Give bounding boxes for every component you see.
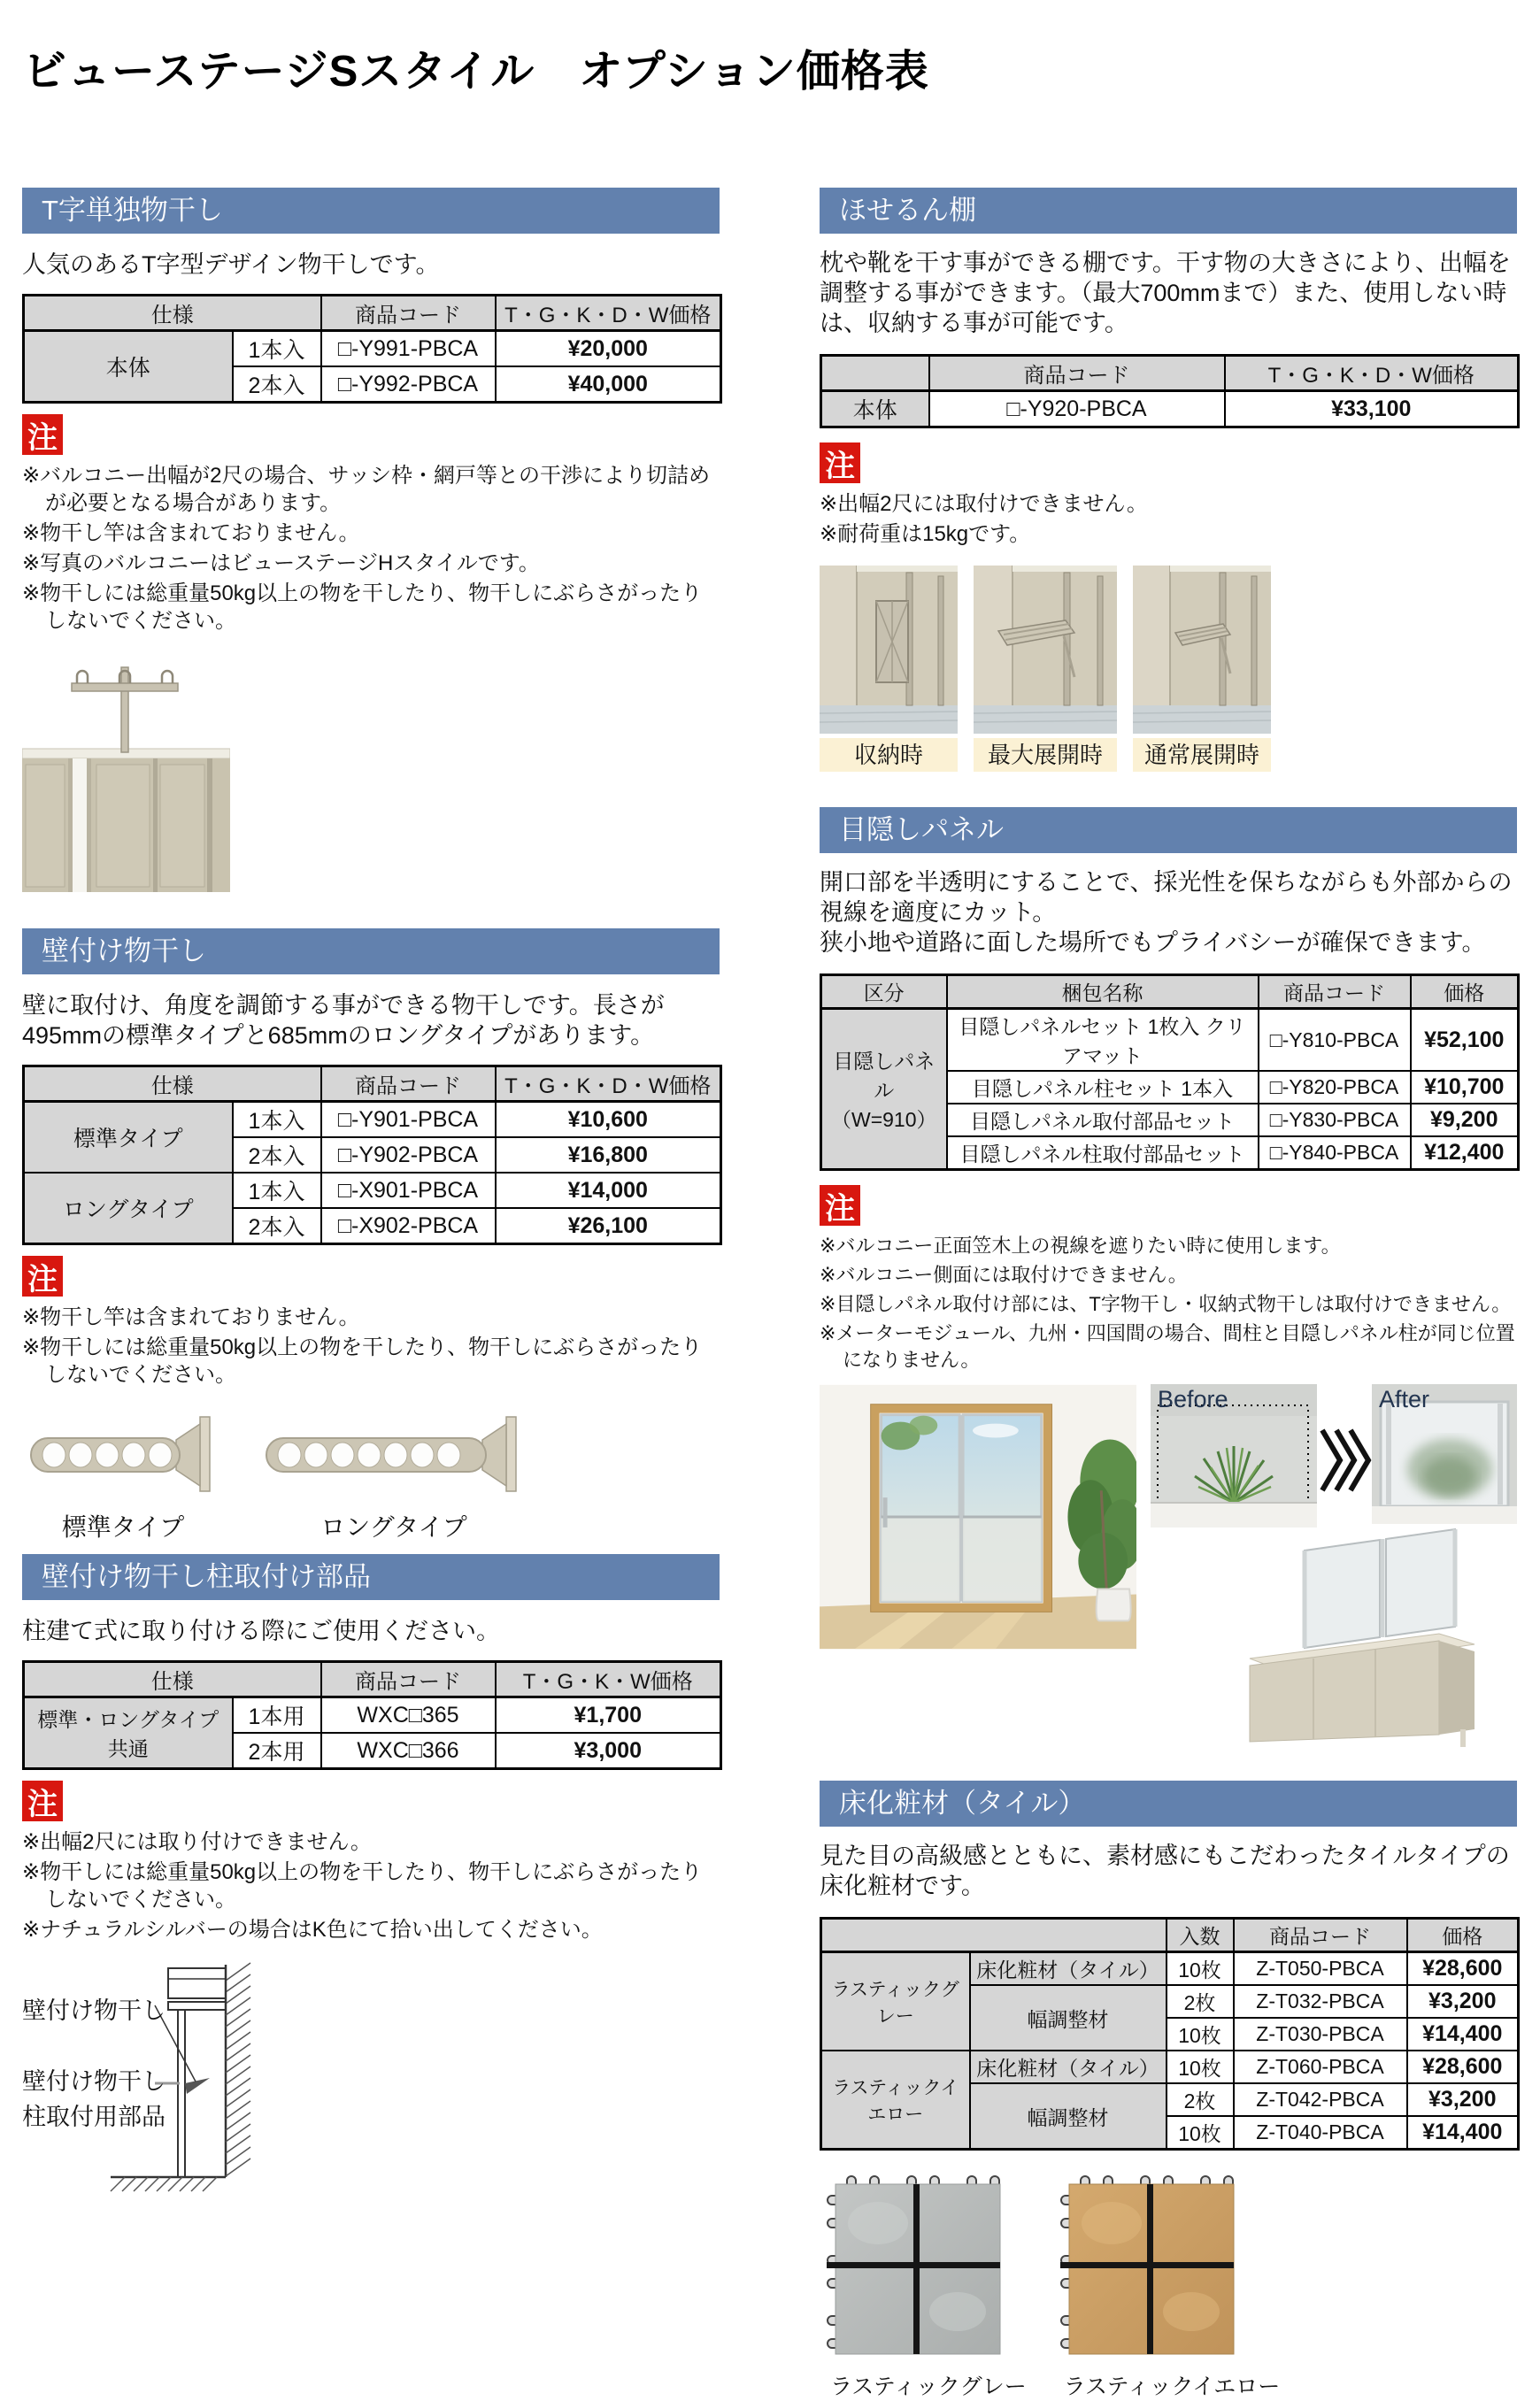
- section-header-post-parts: 壁付け物干し柱取付け部品: [22, 1554, 720, 1600]
- col-header-price: 価格: [1407, 1919, 1519, 1952]
- standard-arm-photo: [26, 1410, 220, 1498]
- section-header-panel: 目隠しパネル: [820, 807, 1517, 853]
- pack-name: 目隠しパネル柱セット 1本入: [947, 1071, 1259, 1104]
- spec-group-line2: （W=910）: [830, 1108, 937, 1131]
- spec-group: [821, 1009, 947, 1170]
- note-item: ※バルコニー出幅が2尺の場合、サッシ枠・網戸等との干渉により切詰めが必要となる場合があります。: [22, 464, 710, 515]
- col-header-price: T・G・K・D・W価格: [496, 296, 721, 331]
- price-value: ¥1,700: [496, 1697, 721, 1734]
- gray-tile-caption: ラスティックグレー: [830, 2374, 1027, 2399]
- long-arm-photo: [261, 1410, 527, 1498]
- price-value: ¥28,600: [1407, 1952, 1519, 1986]
- panel-media: [820, 1384, 1517, 1749]
- product-code: Z-T030-PBCA: [1234, 2018, 1407, 2051]
- shelf-photos: [820, 566, 1517, 772]
- diagram-label-part: [22, 2064, 166, 2135]
- note-badge: 注: [820, 1185, 860, 1226]
- t-rack-notes: [22, 462, 720, 635]
- diagram-label-part-line2: 柱取付用部品: [22, 2104, 166, 2130]
- col-header-blank: [821, 1919, 1167, 1952]
- product-code: WXC□365: [321, 1697, 496, 1734]
- spec-group: 本体: [821, 391, 929, 427]
- item-name: 床化粧材（タイル）: [970, 1952, 1167, 1986]
- col-header-price: T・G・K・D・W価格: [1225, 356, 1519, 391]
- page-title: ビューステージSスタイル オプション価格表: [23, 48, 929, 96]
- item-name: 幅調整材: [970, 2083, 1167, 2150]
- spec-variant: 1本入: [233, 1173, 321, 1208]
- post-parts-description: 柱建て式に取り付ける際にご使用ください。: [22, 1618, 500, 1644]
- note-item: ※出幅2尺には取付けできません。: [820, 492, 1148, 516]
- price-value: ¥3,000: [496, 1733, 721, 1769]
- after-label: After: [1379, 1386, 1430, 1412]
- note-item: ※耐荷重は15kgです。: [820, 522, 1031, 546]
- col-header-code: 商品コード: [929, 356, 1225, 391]
- panel-room-photo: [820, 1384, 1136, 1650]
- note-item: ※物干し竿は含まれておりません。: [22, 521, 360, 545]
- shelf-price-table: [820, 354, 1520, 428]
- count-value: 10枚: [1167, 2018, 1234, 2051]
- product-code: □-Y810-PBCA: [1259, 1009, 1411, 1072]
- tile-swatches: [825, 2170, 1517, 2401]
- shelf-normal-photo: [1133, 566, 1271, 734]
- note-badge: 注: [22, 414, 63, 455]
- floor-tile-description: 見た目の高級感とともに、素材感にもこだわったタイルタイプの床化粧材です。: [820, 1843, 1510, 1899]
- right-column: [820, 188, 1517, 2401]
- post-parts-diagram: [22, 1959, 720, 2225]
- table-row: [24, 1102, 721, 1138]
- note-item: ※物干しには総重量50kg以上の物を干したり、物干しにぶらさがったりしないでください。: [22, 1860, 703, 1912]
- product-code: Z-T032-PBCA: [1234, 1985, 1407, 2018]
- table-row: [821, 1009, 1519, 1072]
- product-code: □-Y901-PBCA: [321, 1102, 496, 1138]
- section-header-wall-rack: 壁付け物干し: [22, 928, 720, 974]
- wall-rack-notes: [22, 1304, 720, 1389]
- shelf-caption-max: 最大展開時: [974, 738, 1117, 772]
- spec-group: 本体: [24, 331, 233, 403]
- note-item: ※物干し竿は含まれておりません。: [22, 1305, 360, 1329]
- panel-description-line2: 狭小地や道路に面した場所でもプライバシーが確保できます。: [820, 929, 1486, 956]
- color-group: ラスティックグレー: [821, 1952, 970, 2051]
- col-header-price: 価格: [1411, 975, 1519, 1009]
- shelf-caption-stored: 収納時: [820, 738, 958, 772]
- price-value: ¥20,000: [496, 331, 721, 367]
- long-arm-caption: ロングタイプ: [320, 1513, 467, 1541]
- price-value: ¥10,600: [496, 1102, 721, 1138]
- diagram-label-part-line1: 壁付け物干し: [22, 2068, 166, 2095]
- wall-rack-price-table: [22, 1065, 722, 1245]
- spec-variant: 2本入: [233, 366, 321, 403]
- col-header-code: 商品コード: [321, 296, 496, 331]
- diagram-label-rack: 壁付け物干し: [22, 1997, 166, 2024]
- panel-price-table: [820, 973, 1520, 1171]
- spec-variant: 1本用: [233, 1697, 321, 1734]
- post-parts-notes: [22, 1828, 720, 1943]
- transform-arrows-icon: [1317, 1416, 1372, 1504]
- price-value: ¥10,700: [1411, 1071, 1519, 1104]
- long-arm-figure: [261, 1410, 527, 1543]
- spec-variant: 1本入: [233, 331, 321, 367]
- product-code: □-X902-PBCA: [321, 1208, 496, 1244]
- wall-rack-images: [26, 1410, 720, 1543]
- product-code: □-Y840-PBCA: [1259, 1136, 1411, 1170]
- yellow-tile-photo: [1059, 2170, 1236, 2358]
- price-value: ¥14,400: [1407, 2116, 1519, 2150]
- col-header-price: T・G・K・W価格: [496, 1662, 721, 1697]
- note-item: ※物干しには総重量50kg以上の物を干したり、物干しにぶらさがったりしないでください。: [22, 581, 703, 633]
- yellow-tile-caption: ラスティックイエロー: [1063, 2374, 1281, 2399]
- t-rack-photo: [22, 651, 230, 892]
- col-header-spec: 仕様: [24, 296, 321, 331]
- col-header-spec: 仕様: [24, 1662, 321, 1697]
- price-value: ¥14,000: [496, 1173, 721, 1208]
- section-header-t-rack: T字単独物干し: [22, 188, 720, 234]
- gray-tile-figure: [825, 2170, 1027, 2401]
- count-value: 2枚: [1167, 1985, 1234, 2018]
- spec-variant: 2本入: [233, 1208, 321, 1244]
- product-code: □-Y991-PBCA: [321, 331, 496, 367]
- note-item: ※写真のバルコニーはビューステージHスタイルです。: [22, 551, 540, 575]
- shelf-photo-max: [974, 566, 1117, 772]
- shelf-notes: [820, 490, 1517, 548]
- standard-arm-caption: 標準タイプ: [61, 1513, 185, 1541]
- product-code: Z-T050-PBCA: [1234, 1952, 1407, 1986]
- count-value: 10枚: [1167, 2116, 1234, 2150]
- spec-variant: 1本入: [233, 1102, 321, 1138]
- col-header-pack: 梱包名称: [947, 975, 1259, 1009]
- item-name: 床化粧材（タイル）: [970, 2051, 1167, 2083]
- standard-arm-figure: [26, 1410, 220, 1543]
- spec-group: 標準・ロングタイプ共通: [24, 1697, 233, 1769]
- col-header-blank: [821, 356, 929, 391]
- col-header-price: T・G・K・D・W価格: [496, 1066, 721, 1102]
- product-code: Z-T060-PBCA: [1234, 2051, 1407, 2083]
- panel-description: [820, 867, 1517, 958]
- note-badge: 注: [22, 1256, 63, 1297]
- count-value: 2枚: [1167, 2083, 1234, 2116]
- note-badge: 注: [820, 442, 860, 483]
- price-value: ¥28,600: [1407, 2051, 1519, 2083]
- product-code: Z-T042-PBCA: [1234, 2083, 1407, 2116]
- shelf-photo-stored: [820, 566, 958, 772]
- count-value: 10枚: [1167, 2051, 1234, 2083]
- price-value: ¥26,100: [496, 1208, 721, 1244]
- pack-name: 目隠しパネル取付部品セット: [947, 1104, 1259, 1136]
- gray-tile-photo: [825, 2170, 1002, 2358]
- table-row: [821, 2051, 1519, 2083]
- price-value: ¥12,400: [1411, 1136, 1519, 1170]
- price-value: ¥40,000: [496, 366, 721, 403]
- yellow-tile-figure: [1059, 2170, 1281, 2401]
- col-header-code: 商品コード: [1234, 1919, 1407, 1952]
- color-group: ラスティックイエロー: [821, 2051, 970, 2150]
- col-header-code: 商品コード: [1259, 975, 1411, 1009]
- panel-notes: [820, 1233, 1517, 1374]
- section-header-shelf: ほせるん棚: [820, 188, 1517, 234]
- shelf-stored-photo: [820, 566, 958, 734]
- t-rack-price-table: [22, 294, 722, 404]
- product-code: □-Y830-PBCA: [1259, 1104, 1411, 1136]
- price-value: ¥3,200: [1407, 1985, 1519, 2018]
- panel-description-line1: 開口部を半透明にすることで、採光性を保ちながらも外部からの視線を適度にカット。: [820, 869, 1513, 926]
- t-rack-description: 人気のあるT字型デザイン物干しです。: [22, 251, 440, 278]
- wall-rack-description: 壁に取付け、角度を調節する事ができる物干しです。長さが495mmの標準タイプと685mmのロングタイプがあります。: [22, 992, 665, 1049]
- count-value: 10枚: [1167, 1952, 1234, 1986]
- price-value: ¥9,200: [1411, 1104, 1519, 1136]
- note-item: ※物干しには総重量50kg以上の物を干したり、物干しにぶらさがったりしないでください。: [22, 1335, 703, 1387]
- pack-name: 目隠しパネル柱取付部品セット: [947, 1136, 1259, 1170]
- item-name: 幅調整材: [970, 1985, 1167, 2051]
- price-value: ¥52,100: [1411, 1009, 1519, 1072]
- price-value: ¥14,400: [1407, 2018, 1519, 2051]
- product-code: □-Y920-PBCA: [929, 391, 1225, 427]
- note-item: ※メーターモジュール、九州・四国間の場合、間柱と目隠しパネル柱が同じ位置になりません。: [820, 1322, 1515, 1371]
- table-row: [24, 1173, 721, 1208]
- note-badge: 注: [22, 1781, 63, 1821]
- shelf-description: 枕や靴を干す事ができる棚です。干す物の大きさにより、出幅を調整する事ができます。（最大700mmまで）また、使用しない時は、収納する事が可能です。: [820, 250, 1511, 336]
- col-header-spec: 仕様: [24, 1066, 321, 1102]
- product-code: □-X901-PBCA: [321, 1173, 496, 1208]
- spec-group: ロングタイプ: [24, 1173, 233, 1244]
- table-row: [821, 391, 1519, 427]
- spec-group: 標準タイプ: [24, 1102, 233, 1174]
- product-code: □-Y902-PBCA: [321, 1137, 496, 1173]
- spec-variant: 2本用: [233, 1733, 321, 1769]
- price-value: ¥3,200: [1407, 2083, 1519, 2116]
- note-item: ※バルコニー正面笠木上の視線を遮りたい時に使用します。: [820, 1235, 1341, 1257]
- col-header-count: 入数: [1167, 1919, 1234, 1952]
- col-header-kind: 区分: [821, 975, 947, 1009]
- col-header-code: 商品コード: [321, 1066, 496, 1102]
- table-row: [24, 1697, 721, 1734]
- col-header-code: 商品コード: [321, 1662, 496, 1697]
- note-item: ※バルコニー側面には取付けできません。: [820, 1264, 1188, 1286]
- note-item: ※ナチュラルシルバーの場合はK色にて拾い出してください。: [22, 1918, 603, 1942]
- product-code: WXC□366: [321, 1733, 496, 1769]
- pack-name: 目隠しパネルセット 1枚入 クリアマット: [947, 1009, 1259, 1072]
- spec-group-line1: 目隠しパネル: [833, 1050, 936, 1102]
- shelf-caption-normal: 通常展開時: [1133, 738, 1271, 772]
- floor-tile-price-table: [820, 1917, 1520, 2151]
- panel-balcony-photo: [1234, 1524, 1499, 1747]
- left-column: [22, 188, 720, 2225]
- note-item: ※目隠しパネル取付け部には、T字物干し・収納式物干しは取付けできません。: [820, 1293, 1512, 1315]
- table-row: [24, 331, 721, 367]
- product-code: Z-T040-PBCA: [1234, 2116, 1407, 2150]
- table-row: [821, 1952, 1519, 1986]
- price-value: ¥33,100: [1225, 391, 1519, 427]
- before-label: Before: [1158, 1386, 1228, 1412]
- note-item: ※出幅2尺には取り付けできません。: [22, 1830, 372, 1854]
- price-value: ¥16,800: [496, 1137, 721, 1173]
- product-code: □-Y992-PBCA: [321, 366, 496, 403]
- product-code: □-Y820-PBCA: [1259, 1071, 1411, 1104]
- spec-variant: 2本入: [233, 1137, 321, 1173]
- shelf-photo-normal: [1133, 566, 1271, 772]
- section-header-floor-tile: 床化粧材（タイル）: [820, 1781, 1517, 1827]
- post-parts-price-table: [22, 1660, 722, 1770]
- shelf-max-photo: [974, 566, 1117, 734]
